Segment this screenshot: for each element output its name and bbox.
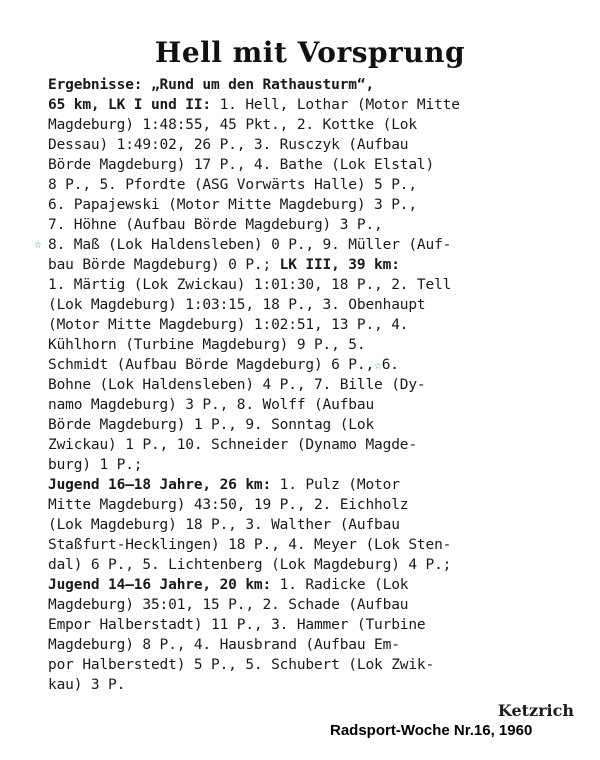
result-text: Zwickau) 1 P., 10. Schneider (Dynamo Magde- — [48, 437, 417, 453]
author-name: Ketzrich — [497, 701, 574, 720]
article-line — [48, 355, 578, 375]
article-line — [48, 395, 578, 415]
article-line — [48, 315, 578, 335]
article-line — [48, 595, 578, 615]
result-text: Dessau) 1:49:02, 26 P., 3. Rusczyk (Aufbau — [48, 137, 409, 153]
result-text: Empor Halberstadt) 11 P., 3. Hammer (Turbine — [48, 617, 426, 633]
article-line — [48, 275, 578, 295]
result-text: Börde Magdeburg) 17 P., 4. Bathe (Lok Elstal) — [48, 157, 435, 173]
result-text: 1. Hell, Lothar (Motor Mitte — [211, 97, 460, 113]
article-line — [48, 175, 578, 195]
article-line — [48, 195, 578, 215]
article-line — [48, 535, 578, 555]
article-line — [48, 555, 578, 575]
article-line — [48, 415, 578, 435]
article-line — [34, 235, 578, 255]
result-text: kau) 3 P. — [48, 677, 126, 693]
article-line — [48, 255, 578, 275]
bold-heading-text: 65 km, LK I und II: — [48, 97, 212, 113]
result-text: Mitte Magdeburg) 43:50, 19 P., 2. Eichholz — [48, 497, 409, 513]
headline: Hell mit Vorsprung — [154, 36, 466, 69]
star-icon: ☆ — [34, 237, 42, 252]
article-line — [48, 615, 578, 635]
article-line — [48, 495, 578, 515]
result-text: Magdeburg) 1:48:55, 45 Pkt., 2. Kottke (Lok — [48, 117, 417, 133]
result-text: Kühlhorn (Turbine Magdeburg) 9 P., 5. — [48, 337, 366, 353]
result-text: Schmidt (Aufbau Börde Magdeburg) 6 P., — [48, 357, 375, 373]
result-text: 8 P., 5. Pfordte (ASG Vorwärts Halle) 5 P., — [48, 177, 417, 193]
article-line — [48, 95, 578, 115]
result-text: 8. Maß (Lok Haldensleben) 0 P., 9. Müller (Auf- — [48, 237, 452, 253]
result-text: por Halberstedt) 5 P., 5. Schubert (Lok Zwik- — [48, 657, 435, 673]
article-line — [48, 295, 578, 315]
result-text: namo Magdeburg) 3 P., 8. Wolff (Aufbau — [48, 397, 375, 413]
result-text: 7. Höhne (Aufbau Börde Magdeburg) 3 P., — [48, 217, 383, 233]
result-text: bau Börde Magdeburg) 0 P.; — [48, 257, 280, 273]
result-text: Börde Magdeburg) 1 P., 9. Sonntag (Lok — [48, 417, 375, 433]
result-text: Staßfurt-Hecklingen) 18 P., 4. Meyer (Lok Sten- — [48, 537, 452, 553]
article-line — [48, 455, 578, 475]
article-line — [48, 215, 578, 235]
article-line — [48, 155, 578, 175]
result-text: 1. Märtig (Lok Zwickau) 1:01:30, 18 P., 2. Tell — [48, 277, 452, 293]
article-line — [48, 135, 578, 155]
article-line — [48, 655, 578, 675]
result-text: burg) 1 P.; — [48, 457, 143, 473]
result-text: 1. Pulz (Motor — [271, 477, 400, 493]
article-body — [34, 75, 580, 695]
bold-heading-text: LK III, 39 km: — [279, 257, 400, 273]
newspaper-clipping — [34, 30, 580, 720]
article-line — [48, 635, 578, 655]
article-line — [48, 575, 578, 595]
result-text: (Lok Magdeburg) 1:03:15, 18 P., 3. Obenhaupt — [48, 297, 426, 313]
result-text: Magdeburg) 8 P., 4. Hausbrand (Aufbau Em- — [48, 637, 400, 653]
article-line — [48, 435, 578, 455]
result-text: 1. Radicke (Lok — [271, 577, 409, 593]
result-text: (Lok Magdeburg) 18 P., 3. Walther (Aufbau — [48, 517, 400, 533]
article-line — [48, 375, 578, 395]
bold-heading-text: Ergebnisse: „Rund um den Rathausturm“, — [48, 77, 375, 93]
article-line — [48, 675, 578, 695]
article-line — [48, 115, 578, 135]
result-text: dal) 6 P., 5. Lichtenberg (Lok Magdeburg) 4 P.; — [48, 557, 452, 573]
article-line — [48, 75, 578, 95]
result-text: 6. Papajewski (Motor Mitte Magdeburg) 3 P., — [48, 197, 417, 213]
star-icon: ☆ — [374, 358, 382, 373]
article-line — [48, 515, 578, 535]
result-text: Magdeburg) 35:01, 15 P., 2. Schade (Aufbau — [48, 597, 409, 613]
bold-heading-text: Jugend 16—18 Jahre, 26 km: — [48, 477, 272, 493]
article-line — [48, 335, 578, 355]
bold-heading-text: Jugend 14—16 Jahre, 20 km: — [48, 577, 272, 593]
article-line — [48, 475, 578, 495]
result-text: Bohne (Lok Haldensleben) 4 P., 7. Bille (Dy- — [48, 377, 426, 393]
result-text: 6. — [381, 357, 399, 373]
result-text: (Motor Mitte Magdeburg) 1:02:51, 13 P., 4. — [48, 317, 409, 333]
source-caption: Radsport-Woche Nr.16, 1960 — [330, 722, 533, 739]
